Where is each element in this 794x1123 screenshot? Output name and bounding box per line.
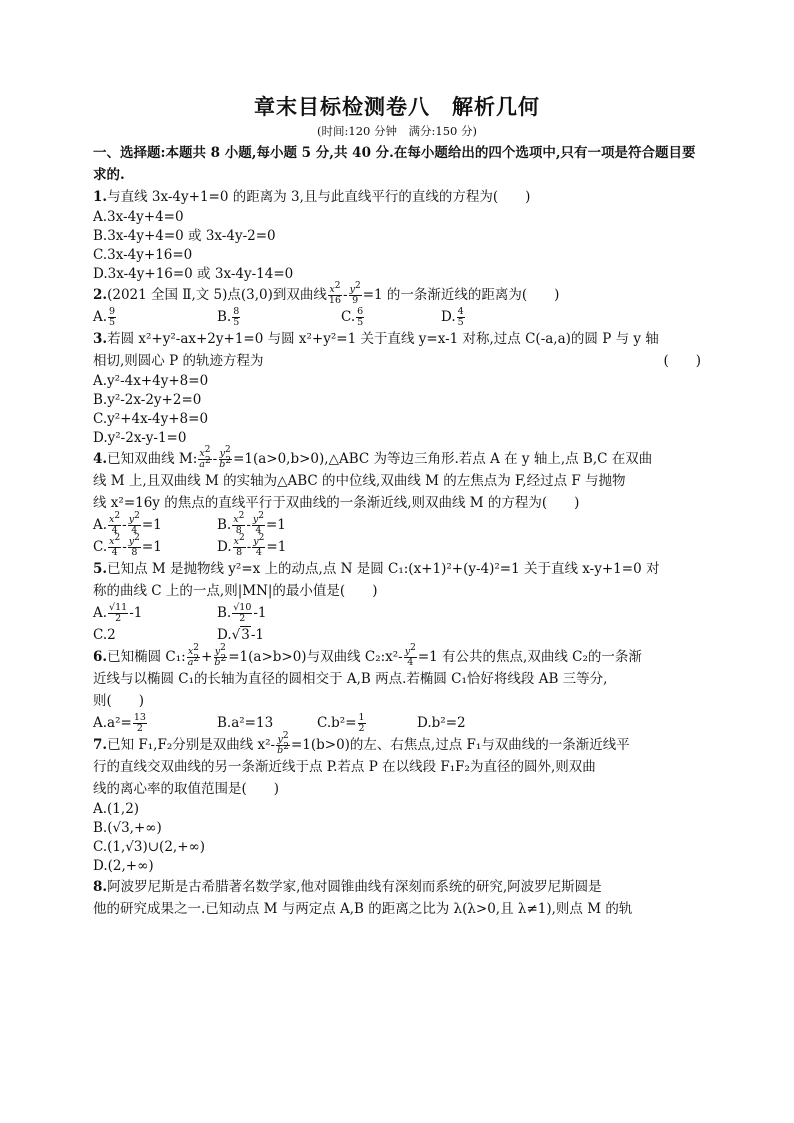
- question-4: 4.已知双曲线 M: $\frac{x^2}{a^2}$ - $\frac{y^2}{b^2}$ =1(a>0,b>0),△ABC 为等边三角形.若点 A 在 y 轴上,点 B,C 在双曲 线 M 上,且双曲线 M 的实轴为△ABC 的中位线,双曲线 M 的左焦点为 F,经过点 F 与抛物 线 x²=16y 的焦点的直线平行于双曲线的一条渐近线,则双曲线 M 的方程为( ) A. $\frac{x^2}{4}$ - $\frac{y^2}{4}$ =1 B. $\frac{x^2}{8}$ - $\frac{y^2}{4}$ =1 C. $\frac{x^2}{4}$ - $\frac{y^2}{8}$ =1 D. $\frac{x^2}{8}$ - $\frac{y^2}{4}$ =1: [93, 448, 701, 558]
- option-b: B.a²=13: [217, 715, 274, 731]
- option-c: C.2: [93, 627, 116, 643]
- option-b: B.3x-4y+4=0 或 3x-4y-2=0: [93, 228, 276, 244]
- option-a: A. $\frac{x^2}{4}$ - $\frac{y^2}{4}$ =1: [93, 510, 162, 536]
- option-b: B. $\frac{√10}{2}$ -1: [217, 602, 267, 624]
- option-c: C. $\frac{6}{5}$: [341, 306, 364, 328]
- fraction: $\frac{x^2}{16}$: [328, 280, 342, 306]
- option-a: A. $\frac{√11}{2}$ -1: [93, 602, 143, 624]
- option-a: A.3x-4y+4=0: [93, 209, 184, 225]
- option-c: C. $\frac{x^2}{4}$ - $\frac{y^2}{8}$ =1: [93, 532, 162, 558]
- options-row: [93, 510, 701, 536]
- options-row: [93, 712, 701, 734]
- question-5: 5.已知点 M 是抛物线 y²=x 上的动点,点 N 是圆 C₁:(x+1)²+(y-4)²=1 关于直线 x-y+1=0 对 称的曲线 C 上的一点,则|MN|的最小值是( ) A. $\frac{√11}{2}$ -1 B. $\frac{√10}{2}$ -1 C.2 D.√3-1: [93, 558, 701, 646]
- section-heading: 一、选择题:本题共 8 小题,每小题 5 分,共 40 分.在每小题给出的四个选项中,只有一项是符合题目要求的.: [93, 145, 696, 183]
- question-1: 1.与直线 3x-4y+1=0 的距离为 3,且与此直线平行的直线的方程为( ) A.3x-4y+4=0 B.3x-4y+4=0 或 3x-4y-2=0 C.3x-4y+16=0 D.3x-4y+16=0 或 3x-4y-14=0: [93, 186, 701, 284]
- question-3: 3.若圆 x²+y²-ax+2y+1=0 与圆 x²+y²=1 关于直线 y=x-1 对称,过点 C(-a,a)的圆 P 与 y 轴 相切,则圆心 P 的轨迹方程为 ( ) A.y²-4x+4y+8=0 B.y²-2x-2y+2=0 C.y²+4x-4y+8=0 D.y²-2x-y-1=0: [93, 331, 701, 446]
- fraction: $\frac{y^2}{9}$: [349, 280, 361, 306]
- option-c: C.3x-4y+16=0: [93, 247, 193, 263]
- option-b: B.y²-2x-2y+2=0: [93, 392, 202, 408]
- option-b: B.(√3,+∞): [93, 820, 162, 836]
- question-8: 8.阿波罗尼斯是古希腊著名数学家,他对圆锥曲线有深刻而系统的研究,阿波罗尼斯圆是 他的研究成果之一.已知动点 M 与两定点 A,B 的距离之比为 λ(λ>0,且 λ≠1),则点 M 的轨: [93, 879, 633, 917]
- question-stem: 若圆 x²+y²-ax+2y+1=0 与圆 x²+y²=1 关于直线 y=x-1 对称,过点 C(-a,a)的圆 P 与 y 轴: [107, 331, 659, 347]
- option-a: A.(1,2): [93, 801, 140, 817]
- options-row: [93, 306, 701, 328]
- answer-paren: ( ): [663, 353, 701, 369]
- page-title: 章末目标检测卷八 解析几何: [254, 95, 540, 119]
- option-b: B. $\frac{x^2}{8}$ - $\frac{y^2}{4}$ =1: [217, 510, 286, 536]
- question-stem: 与直线 3x-4y+1=0 的距离为 3,且与此直线平行的直线的方程为( ): [107, 189, 531, 205]
- option-a: A.y²-4x+4y+8=0: [93, 373, 209, 389]
- exam-page: [93, 92, 701, 920]
- question-2: 2.(2021 全国 Ⅱ,文 5)点(3,0)到双曲线 $\frac{x^2}{16}$ - $\frac{y^2}{9}$ =1 的一条渐近线的距离为( ) A. $\frac{9}{5}$ B. $\frac{8}{5}$ C. $\frac{6}{5}$ D. $\frac{4}{5}$: [93, 284, 701, 328]
- options-row: [93, 532, 701, 558]
- option-c: C.y²+4x-4y+8=0: [93, 411, 209, 427]
- option-d: D.b²=2: [417, 715, 466, 731]
- option-d: D. $\frac{4}{5}$: [441, 306, 464, 328]
- option-a: A. $\frac{9}{5}$: [93, 306, 116, 328]
- options-row: [93, 624, 701, 646]
- option-d: D.(2,+∞): [93, 858, 154, 874]
- option-d: D.3x-4y+16=0 或 3x-4y-14=0: [93, 266, 294, 282]
- question-7: 7.已知 F₁,F₂分别是双曲线 x²- $\frac{y^2}{b^2}$ =1(b>0)的左、右焦点,过点 F₁与双曲线的一条渐近线平 行的直线交双曲线的另一条渐近线于点 P.若点 P 在以线段 F₁F₂为直径的圆外,则双曲 线的离心率的取值范围是( ) A.(1,2) B.(√3,+∞) C.(1,√3)∪(2,+∞) D.(2,+∞): [93, 734, 701, 876]
- option-c: C.b²= $\frac{1}{2}$: [317, 712, 365, 734]
- option-d: D.√3-1: [217, 627, 264, 643]
- option-c: C.(1,√3)∪(2,+∞): [93, 839, 206, 855]
- option-b: B. $\frac{8}{5}$: [217, 306, 240, 328]
- option-a: A.a²= $\frac{13}{2}$: [93, 712, 146, 734]
- options-row: [93, 602, 701, 624]
- exam-time-score: (时间:120 分钟 满分:150 分): [317, 124, 477, 138]
- question-6: 6.已知椭圆 C₁: $\frac{x^2}{a^2}$ + $\frac{y^2}{b^2}$ =1(a>b>0)与双曲线 C₂:x²- $\frac{y^2}{4}$ =1 有公共的焦点,双曲线 C₂的一条渐 近线与以椭圆 C₁的长轴为直径的圆相交于 A,B 两点.若椭圆 C₁恰好将线段 AB 三等分, 则( ) A.a²= $\frac{13}{2}$ B.a²=13 C.b²= $\frac{1}{2}$ D.b²=2: [93, 646, 701, 734]
- option-d: D. $\frac{x^2}{8}$ - $\frac{y^2}{4}$ =1: [217, 532, 287, 558]
- option-d: D.y²-2x-y-1=0: [93, 430, 187, 446]
